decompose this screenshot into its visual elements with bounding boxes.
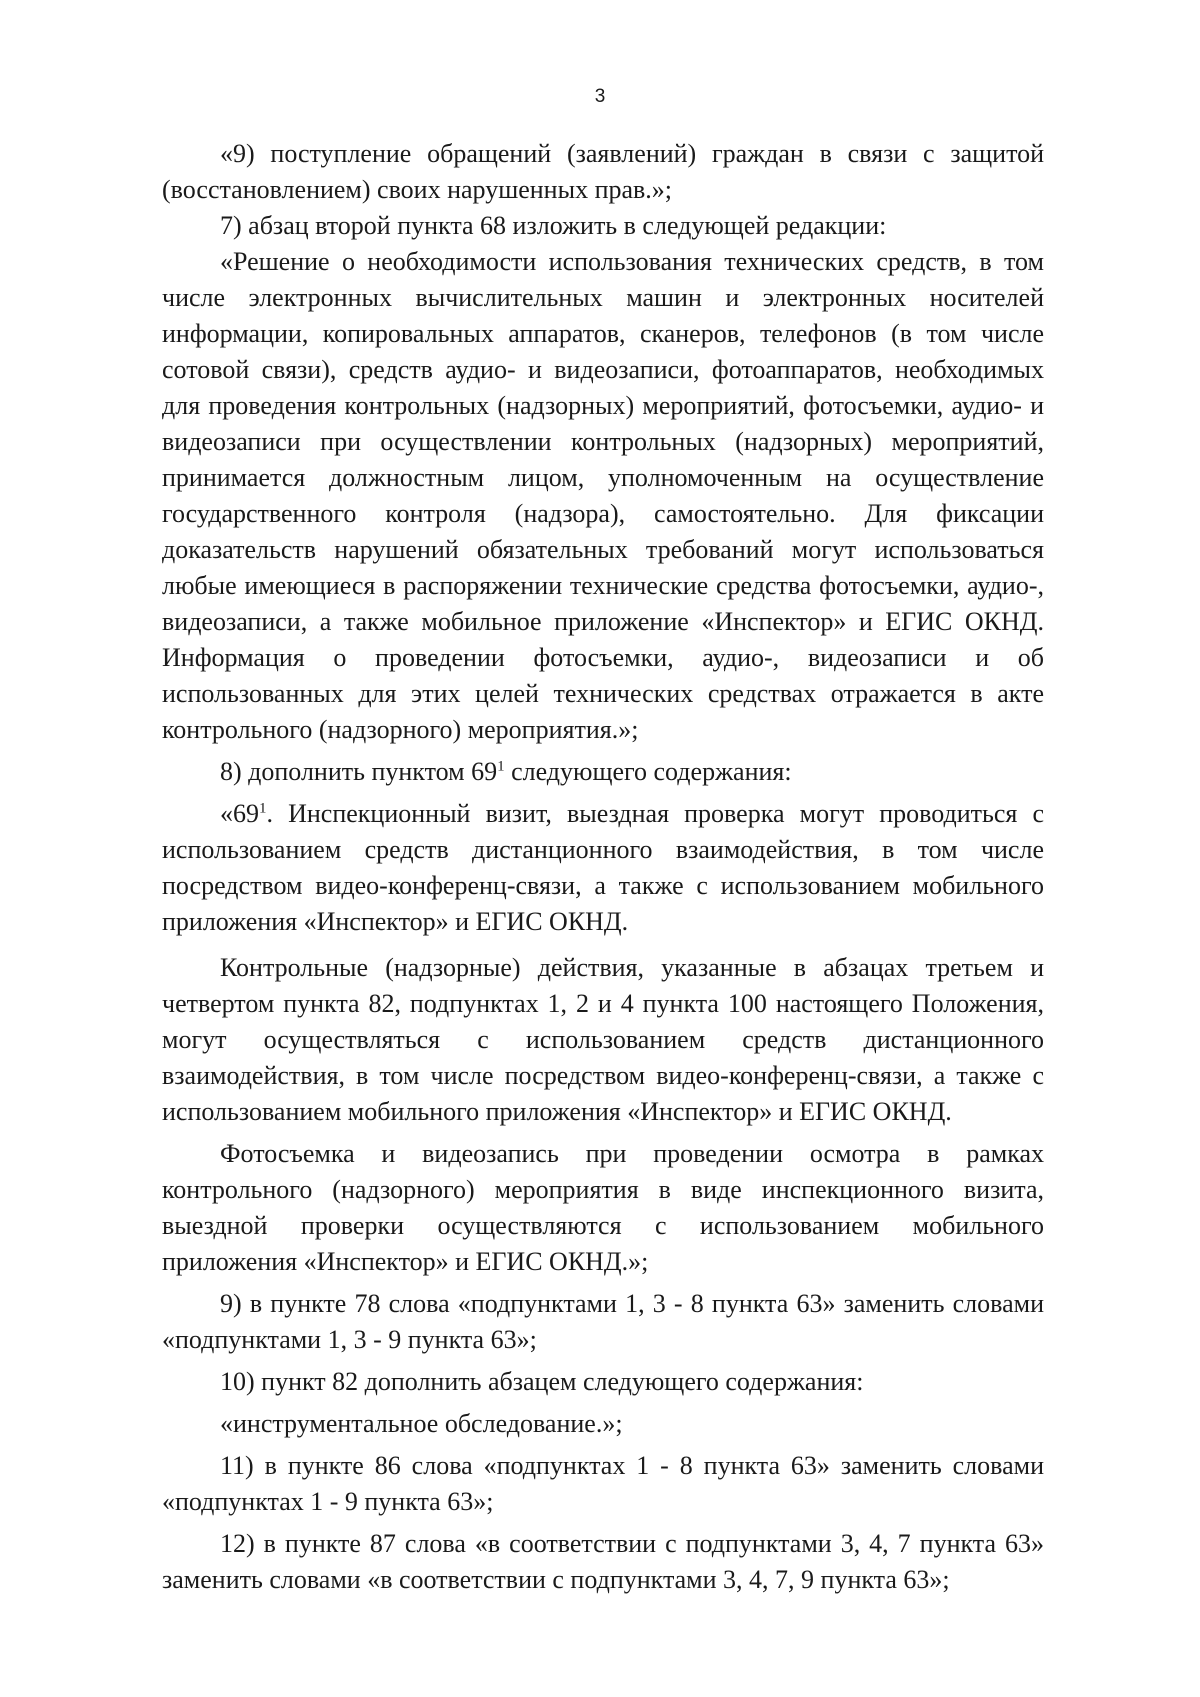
paragraph-item-69-1-number: «69: [220, 799, 259, 828]
superscript-1: 1: [497, 758, 505, 775]
paragraph-item-8: [162, 754, 1044, 790]
paragraph-item-8-tail: следующего содержания:: [504, 757, 792, 786]
paragraph-item-69-1: [162, 796, 1044, 940]
paragraph-quote-item-9: «9) поступление обращений (заявлений) граждан в связи с защитой (восстановлением) своих нарушенных прав.»;: [162, 139, 1044, 204]
paragraph-photo-video: Фотосъемка и видеозапись при проведении осмотра в рамках контрольного (надзорного) мероприятия в виде инспекционного визита, выездной проверки осуществляются с использованием мобильного приложения «Инспектор» и ЕГИС ОКНД.»;: [162, 1139, 1044, 1276]
paragraph-item-8-text: 8) дополнить пунктом 69: [220, 757, 498, 786]
paragraph-item-9: 9) в пункте 78 слова «подпунктами 1, 3 - 8 пункта 63» заменить словами «подпунктами 1, 3 - 9 пункта 63»;: [162, 1289, 1044, 1354]
superscript-1: 1: [259, 800, 267, 817]
paragraph-decision-text: «Решение о необходимости использования технических средств, в том числе электронных вычислительных машин и электронных носителей информации, копировальных аппаратов, сканеров, телефонов (в том числе сотовой связи), средств аудио- и видеозаписи, фотоаппаратов, необходимых для проведения контрольных (надзорных) мероприятий, фотосъемки, аудио- и видеозаписи при осуществлении контрольных (надзорных) мероприятий, принимается должностным лицом, уполномоченным на осуществление государственного контроля (надзора), самостоятельно. Для фиксации доказательств нарушений обязательных требований могут использоваться любые имеющиеся в распоряжении технические средства фотосъемки, аудио-, видеозаписи, а также мобильное приложение «Инспектор» и ЕГИС ОКНД. Информация о проведении фотосъемки, аудио-, видеозаписи и об использованных для этих целей технических средствах отражается в акте контрольного (надзорного) мероприятия.»;: [162, 247, 1044, 744]
paragraph-item-11: 11) в пункте 86 слова «подпунктах 1 - 8 пункта 63» заменить словами «подпунктах 1 - 9 пункта 63»;: [162, 1451, 1044, 1516]
paragraph-item-69-1-text: . Инспекционный визит, выездная проверка могут проводиться с использованием средств дистанционного взаимодействия, в том числе посредством видео-конференц-связи, а также с использованием мобильного приложения «Инспектор» и ЕГИС ОКНД.: [162, 799, 1044, 936]
paragraph-item-10: 10) пункт 82 дополнить абзацем следующего содержания:: [220, 1367, 864, 1396]
document-body: [162, 136, 1044, 1598]
paragraph-item-12: 12) в пункте 87 слова «в соответствии с подпунктами 3, 4, 7 пункта 63» заменить словами «в соответствии с подпунктами 3, 4, 7, 9 пункта 63»;: [162, 1529, 1044, 1594]
paragraph-instrumental-survey: «инструментальное обследование.»;: [220, 1409, 623, 1438]
paragraph-item-7: 7) абзац второй пункта 68 изложить в следующей редакции:: [220, 211, 887, 240]
paragraph-control-actions: Контрольные (надзорные) действия, указанные в абзацах третьем и четвертом пункта 82, подпунктах 1, 2 и 4 пункта 100 настоящего Положения, могут осуществляться с использованием средств дистанционного взаимодействия, в том числе посредством видео-конференц-связи, а также с использованием мобильного приложения «Инспектор» и ЕГИС ОКНД.: [162, 953, 1044, 1126]
page-number: 3: [594, 86, 606, 107]
